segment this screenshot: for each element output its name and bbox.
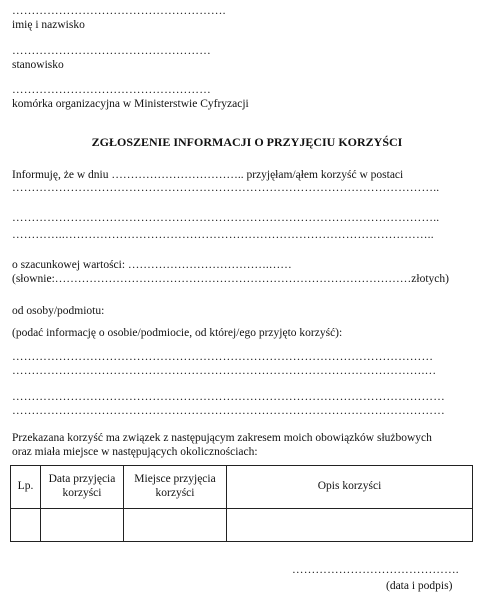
cell-date[interactable] <box>41 509 124 542</box>
unit-label: komórka organizacyjna w Ministerstwie Cyfryzacji <box>12 98 249 110</box>
name-dots: ………………………………………………. <box>12 5 226 17</box>
benefits-table <box>10 465 473 542</box>
form-title: ZGŁOSZENIE INFORMACJI O PRZYJĘCIU KORZYŚCI <box>91 135 403 149</box>
signature-dots: ……………………………………. <box>292 564 459 576</box>
position-label: stanowisko <box>12 59 64 71</box>
name-label: imię i nazwisko <box>12 19 85 31</box>
unit-dots: …………………………………………… <box>12 84 211 96</box>
form-dots-line: ……………………………………………………………………………………………….. <box>12 182 440 194</box>
od-osoby-label: od osoby/podmiotu: <box>12 305 105 317</box>
header-place: Miejsce przyjęcia korzyści <box>124 466 227 509</box>
slownie-line: (słownie:…………………………………………………………………………………złotych) <box>12 273 449 285</box>
cell-description[interactable] <box>227 509 473 542</box>
przekazana-line-2: oraz miała miejsce w następujących okolicznościach: <box>12 446 258 458</box>
header-lp: Lp. <box>11 466 41 509</box>
table-row <box>11 509 473 542</box>
table-header-row <box>11 466 473 509</box>
podac-info-label: (podać informację o osobie/podmiocie, od której/ego przyjęto korzyść): <box>12 327 343 339</box>
form-dots-line: …………..………………………………………………………………………………….. <box>12 229 434 241</box>
form-dots-line: …………………………………………………………………………………………….… <box>12 365 437 377</box>
inform-line: Informuję, że w dniu …………………………….. przyjęłam/ąłem korzyść w postaci <box>12 169 404 181</box>
form-dots-line: ………………………………………………………………………………………………… <box>12 405 445 417</box>
cell-place[interactable] <box>124 509 227 542</box>
form-dots-line: ……………………………………………………………………………………………… <box>12 351 434 363</box>
przekazana-line-1: Przekazana korzyść ma związek z następującym zakresem moich obowiązków służbowych <box>12 432 432 444</box>
position-dots: …………………………………………… <box>12 45 211 57</box>
cell-lp[interactable] <box>11 509 41 542</box>
value-line: o szacunkowej wartości: ……………………………….…… <box>12 259 292 271</box>
form-dots-line: ………………………………………………………………………………………………… <box>12 391 445 403</box>
header-description: Opis korzyści <box>227 466 473 509</box>
signature-label: (data i podpis) <box>386 580 453 592</box>
header-date: Data przyjęcia korzyści <box>41 466 124 509</box>
form-dots-line: ……………………………………………………………………………………………….. <box>12 212 440 224</box>
